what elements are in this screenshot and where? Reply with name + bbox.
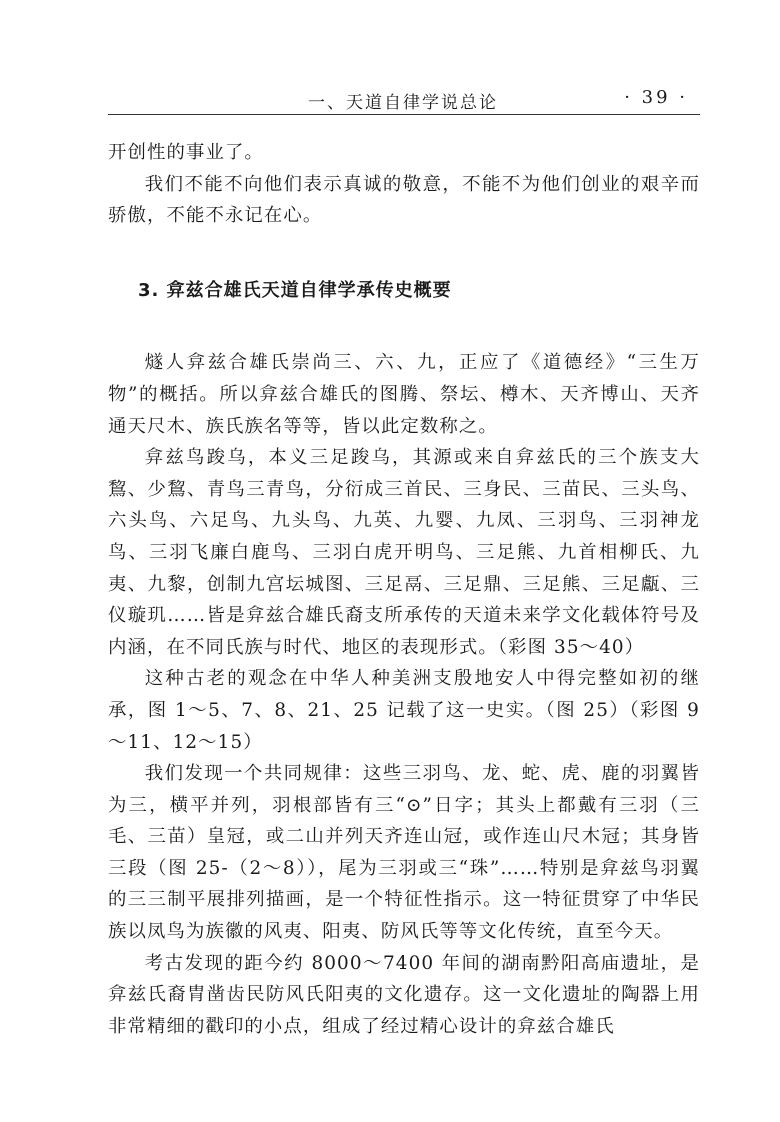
running-title: 一、天道自律学说总论 [308,93,498,113]
paragraph: 弇兹鸟踆乌，本义三足踆乌，其源或来自弇兹氏的三个族支大鵹、少鵹、青鸟三青鸟，分衍成三首民、三身民、三苗民、三头鸟、六头鸟、六足鸟、九头鸟、九英、九婴、九凤、三羽鸟、三羽神龙鸟、三羽飞廉白鹿鸟、三羽白虎开明鸟、三足熊、九首相柳氏、九夷、九黎，创制九宫坛城图、三足鬲、三足鼎、三足熊、三足甗、三仪璇玑……皆是弇兹合雄氏裔支所承传的天道未来学文化载体符号及内涵，在不同氏族与时代、地区的表现形式。（彩图 35～40） [108,447,700,658]
paragraph: 燧人弇兹合雄氏崇尚三、六、九，正应了《道德经》“三生万物”的概括。所以弇兹合雄氏的图腾、祭坛、樽木、天齐博山、天齐通天尺木、族氏族名等等，皆以此定数称之。 [108,352,700,437]
header-rule [108,114,700,116]
paragraph: 我们不能不向他们表示真诚的敬意，不能不为他们创业的艰辛而骄傲，不能不永记在心。 [108,173,700,227]
page-number: · 39 · [624,87,688,108]
paragraph: 考古发现的距今约 8000～7400 年间的湖南黔阳高庙遗址，是弇兹氏裔胄凿齿民防风氏阳夷的文化遗存。这一文化遗址的陶器上用非常精细的戳印的小点，组成了经过精心设计的弇兹合雄氏 [108,952,700,1037]
page-header [108,86,700,116]
paragraph: 开创性的事业了。 [108,142,264,163]
paragraph: 这种古老的观念在中华人种美洲支殷地安人中得完整如初的继承，图 1～5、7、8、21、25 记载了这一史实。（图 25）（彩图 9～11、12～15） [108,668,700,753]
body-text [108,137,700,1042]
paragraph: 我们发现一个共同规律：这些三羽鸟、龙、蛇、虎、鹿的羽翼皆为三，横平并列，羽根部皆有三“⊙”日字；其头上都戴有三羽（三毛、三苗）皇冠，或二山并列天齐连山冠，或作连山尺木冠；其身皆三段（图 25-（2～8）），尾为三羽或三“珠”……特别是弇兹鸟羽翼的三三制平展排列描画，是一个特征性指示。这一特征贯穿了中华民族以凤鸟为族徽的风夷、阳夷、防风氏等等文化传统，直至今天。 [108,763,700,943]
section-heading: 3. 弇兹合雄氏天道自律学承传史概要 [138,279,452,301]
